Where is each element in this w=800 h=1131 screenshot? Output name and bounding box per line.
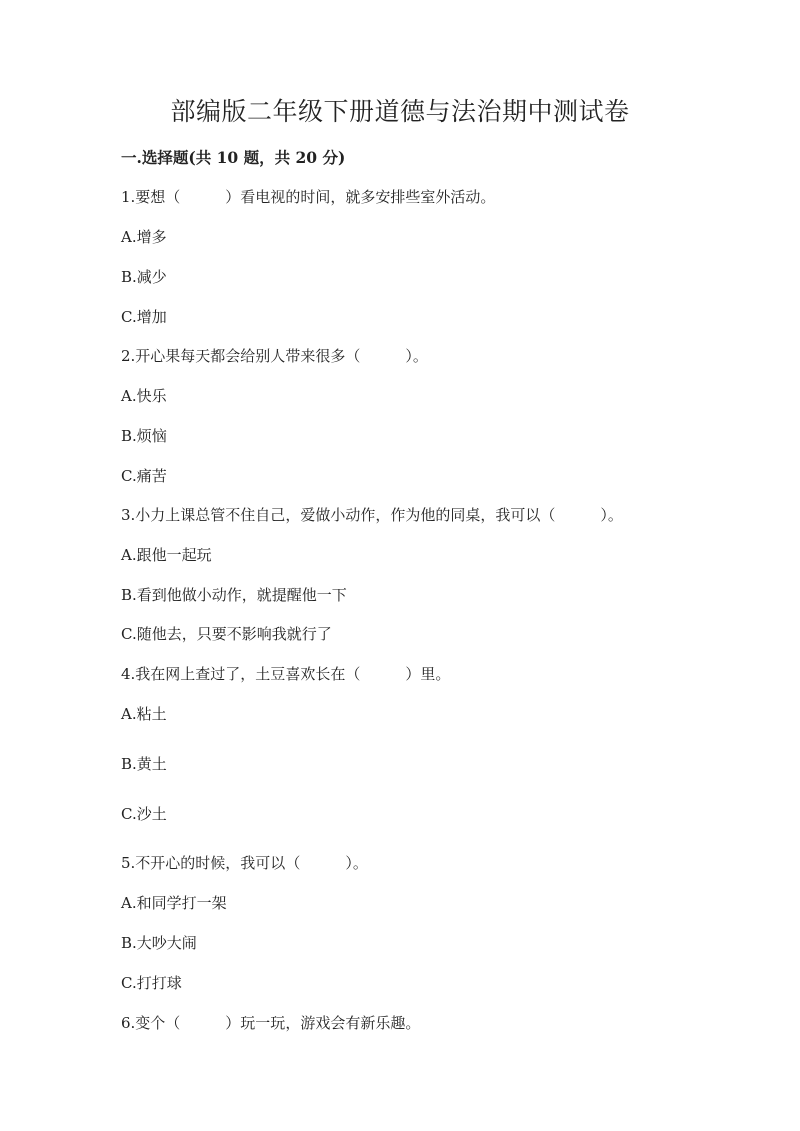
question-stem: 2.开心果每天都会给别人带来很多（ ）。: [121, 347, 428, 365]
question-stem: 6.变个（ ）玩一玩，游戏会有新乐趣。: [121, 1014, 421, 1032]
option: A.和同学打一架: [121, 894, 227, 912]
question-stem: 3.小力上课总管不住自己，爱做小动作，作为他的同桌，我可以（ ）。: [121, 506, 623, 524]
option: B.看到他做小动作，就提醒他一下: [121, 586, 347, 604]
option: A.快乐: [121, 387, 167, 405]
option: C.打打球: [121, 974, 182, 992]
option: B.黄土: [121, 755, 167, 773]
question-stem: 5.不开心的时候，我可以（ ）。: [121, 854, 368, 872]
option: B.减少: [121, 268, 167, 286]
page-title: 部编版二年级下册道德与法治期中测试卷: [170, 97, 630, 126]
option: A.粘土: [121, 705, 167, 723]
question-stem: 4.我在网上查过了，土豆喜欢长在（ ）里。: [121, 665, 451, 683]
option: C.沙土: [121, 805, 167, 823]
question-stem: 1.要想（ ）看电视的时间，就多安排些室外活动。: [121, 188, 496, 206]
option: C.增加: [121, 308, 167, 326]
option: A.增多: [121, 228, 167, 246]
option: B.烦恼: [121, 427, 167, 445]
option: C.随他去，只要不影响我就行了: [121, 625, 332, 643]
section-heading: 一.选择题(共 10 题，共 20 分): [121, 148, 346, 167]
option: C.痛苦: [121, 467, 167, 485]
option: A.跟他一起玩: [121, 546, 212, 564]
option: B.大吵大闹: [121, 934, 197, 952]
